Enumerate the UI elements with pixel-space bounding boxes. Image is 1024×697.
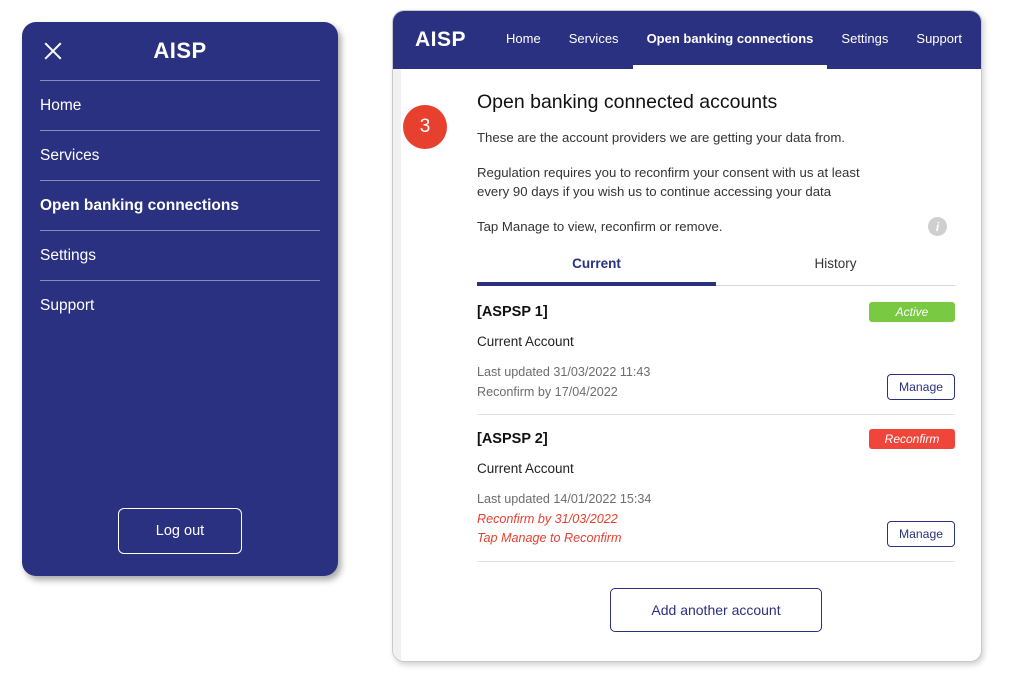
info-icon[interactable]: i <box>928 217 947 236</box>
desktop-top-navbar <box>393 11 981 69</box>
status-badge: Reconfirm <box>869 429 955 449</box>
nav-item-label: Home <box>506 30 541 46</box>
sidebar-item-support[interactable] <box>40 280 320 330</box>
tab-services[interactable] <box>555 11 633 69</box>
tap-manage-row <box>477 217 955 236</box>
tab-open-banking-connections[interactable] <box>633 11 828 69</box>
mobile-header <box>22 22 338 80</box>
desktop-nav <box>492 11 976 69</box>
sidebar-item-services[interactable] <box>40 130 320 180</box>
account-type: Current Account <box>477 461 574 477</box>
nav-item-label: Settings <box>841 30 889 46</box>
account-reconfirm-date: Reconfirm by 31/03/2022 <box>477 511 618 526</box>
mobile-app-title: AISP <box>153 38 207 63</box>
account-row <box>477 288 955 415</box>
sidebar-item-home[interactable] <box>40 80 320 130</box>
account-reconfirm-hint: Tap Manage to Reconfirm <box>477 531 622 546</box>
tab-history[interactable]: History <box>814 256 857 272</box>
nav-item-label: Services <box>568 30 619 46</box>
sidebar-item-label: Services <box>40 147 100 164</box>
accounts-tabs <box>477 246 955 286</box>
tap-manage-text: Tap Manage to view, reconfirm or remove. <box>477 219 723 235</box>
add-another-account-button[interactable]: Add another account <box>610 588 822 632</box>
account-last-updated: Last updated 31/03/2022 11:43 <box>477 365 651 380</box>
sidebar-item-label: Open banking connections <box>40 197 239 214</box>
mobile-menu-panel <box>22 22 338 576</box>
account-reconfirm-date: Reconfirm by 17/04/2022 <box>477 384 618 399</box>
sidebar-item-open-banking-connections[interactable] <box>40 180 320 230</box>
log-out-button[interactable]: Log out <box>118 508 242 554</box>
logout-container <box>22 508 338 554</box>
close-icon[interactable] <box>42 40 64 62</box>
brand-logo: AISP <box>415 28 467 51</box>
tab-home[interactable] <box>492 11 555 69</box>
manage-button[interactable]: Manage <box>887 521 955 547</box>
step-badge: 3 <box>403 105 447 149</box>
tab-settings[interactable] <box>827 11 902 69</box>
left-edge-strip <box>393 69 401 661</box>
main-content <box>477 91 955 632</box>
tab-support[interactable] <box>902 11 976 69</box>
account-last-updated: Last updated 14/01/2022 15:34 <box>477 492 652 507</box>
nav-item-label: Open banking connections <box>646 30 814 46</box>
nav-item-label: Support <box>916 30 962 46</box>
desktop-body <box>393 69 981 661</box>
desktop-browser-panel <box>392 10 982 662</box>
add-account-container <box>477 588 955 632</box>
sidebar-item-label: Settings <box>40 247 97 264</box>
sidebar-item-label: Home <box>40 97 82 114</box>
account-name: [ASPSP 1] <box>477 304 548 321</box>
intro-paragraph-1: These are the account providers we are getting your data from. <box>477 130 845 145</box>
sidebar-item-label: Support <box>40 297 95 314</box>
account-row <box>477 415 955 562</box>
intro-paragraph-2: Regulation requires you to reconfirm your consent with us at least every 90 days if you wish us to continue accessing your data <box>477 165 860 200</box>
mobile-nav <box>22 80 338 330</box>
account-name: [ASPSP 2] <box>477 431 548 448</box>
page-title: Open banking connected accounts <box>477 91 778 113</box>
manage-button[interactable]: Manage <box>887 374 955 400</box>
sidebar-item-settings[interactable] <box>40 230 320 280</box>
account-type: Current Account <box>477 334 574 350</box>
tab-current[interactable]: Current <box>477 246 716 286</box>
status-badge: Active <box>869 302 955 322</box>
